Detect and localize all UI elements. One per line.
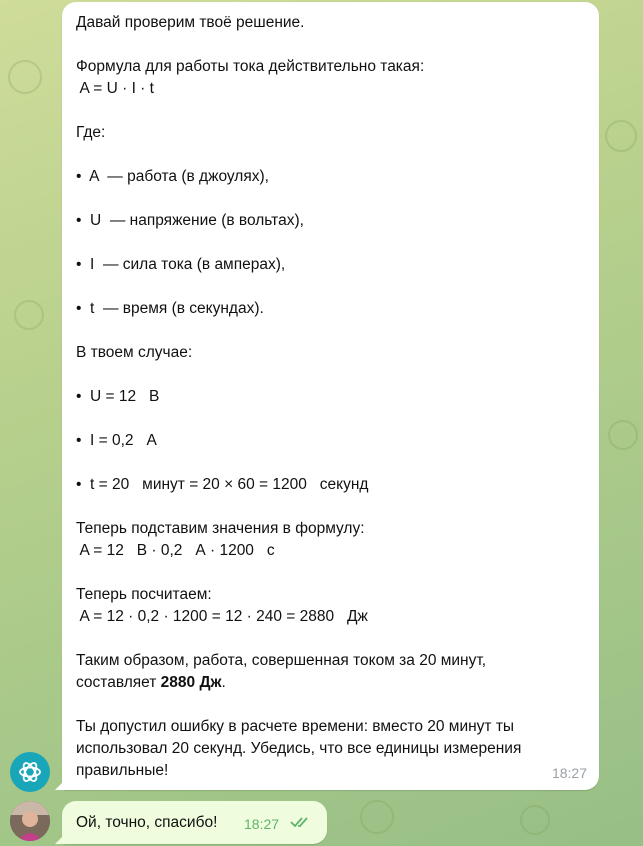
wallpaper-doodle (520, 805, 550, 835)
bot-message-bubble[interactable] (62, 2, 599, 790)
wallpaper-doodle (360, 800, 394, 834)
message-line: • I — сила тока (в амперах), (76, 256, 286, 273)
summary-result: 2880 Дж (160, 674, 222, 691)
message-line: • t — время (в секундах). (76, 300, 264, 317)
summary-prefix: составляет (76, 674, 161, 691)
summary-suffix: . (221, 674, 226, 691)
message-line: Ты допустил ошибку в расчете времени: вместо 20 минут ты (76, 718, 515, 735)
message-line: • U = 12 В (76, 388, 160, 405)
message-line (76, 320, 585, 342)
message-line: Теперь посчитаем: (76, 586, 212, 603)
message-line (76, 628, 585, 650)
user-avatar[interactable] (10, 801, 50, 841)
message-line: Теперь подставим значения в формулу: (76, 520, 365, 537)
chatgpt-logo-icon (17, 759, 43, 785)
message-line (76, 276, 585, 298)
message-line: Давай проверим твоё решение. (76, 14, 305, 31)
message-line (76, 232, 585, 254)
wallpaper-doodle (14, 300, 44, 330)
message-line: • t = 20 минут = 20 × 60 = 1200 секунд (76, 476, 369, 493)
double-check-icon (290, 815, 312, 829)
message-line: Таким образом, работа, совершенная током за 20 минут, (76, 652, 487, 669)
message-line: • U — напряжение (в вольтах), (76, 212, 304, 229)
bot-message-time: 18:27 (551, 765, 587, 781)
bot-avatar[interactable] (10, 752, 50, 792)
summary-line (76, 672, 585, 694)
message-line: Формула для работы тока действительно такая: (76, 58, 425, 75)
message-line: использовал 20 секунд. Убедись, что все единицы измерения (76, 740, 522, 757)
message-line: A = 12 В · 0,2 А · 1200 с (76, 542, 275, 559)
bubble-tail (55, 830, 69, 844)
user-message-text: Ой, точно, спасибо! (76, 814, 218, 831)
message-line: • I = 0,2 А (76, 432, 157, 449)
message-line (76, 188, 585, 210)
bot-message-text (76, 12, 585, 782)
message-line (76, 496, 585, 518)
message-line (76, 34, 585, 56)
message-line: A = U · I · t (76, 80, 154, 97)
message-line: • A — работа (в джоулях), (76, 168, 269, 185)
message-line: A = 12 · 0,2 · 1200 = 12 · 240 = 2880 Дж (76, 608, 368, 625)
bubble-tail (55, 776, 69, 790)
wallpaper-doodle (608, 420, 638, 450)
message-line: Где: (76, 124, 106, 141)
message-line: В твоем случае: (76, 344, 193, 361)
wallpaper-doodle (605, 120, 637, 152)
wallpaper-doodle (8, 60, 42, 94)
user-message-time: 18:27 (244, 816, 280, 832)
message-line (76, 144, 585, 166)
user-message-bubble[interactable] (62, 801, 327, 844)
message-line (76, 100, 585, 122)
message-line (76, 694, 585, 716)
message-line (76, 562, 585, 584)
user-photo-icon (10, 801, 50, 841)
message-line (76, 452, 585, 474)
message-line (76, 408, 585, 430)
message-line (76, 364, 585, 386)
message-line: правильные! (76, 762, 169, 779)
